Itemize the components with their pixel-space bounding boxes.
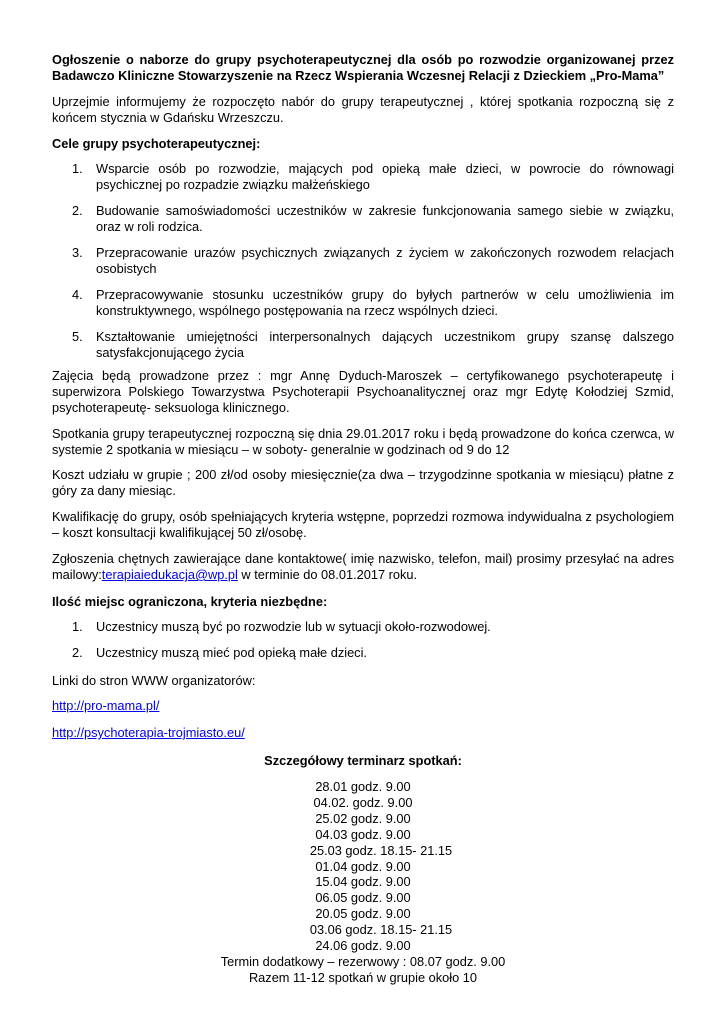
timetable-date: 25.02 godz. 9.00 [315,810,411,826]
timetable-date: 01.04 godz. 9.00 [315,858,411,874]
timetable-heading: Szczegółowy terminarz spotkań: [264,753,462,768]
list-number: 2. [72,645,83,660]
timetable-total: Razem 11-12 spotkań w grupie około 10 [248,969,478,985]
list-text: Przepracowywanie stosunku uczestników grupy do byłych partnerów w celu umożliwienia im konstruktywnego, wspólnego postępowania na rzecz wspólnych dzieci. [96,287,674,318]
email-link[interactable]: terapiaiedukacja@wp.pl [101,567,238,582]
list-number: 1. [72,161,83,176]
timetable-date: 03.06 godz. 18.15- 21.15 [309,922,453,938]
links-item [52,698,674,714]
timetable-date: 15.04 godz. 9.00 [315,874,411,890]
list-number: 5. [72,329,83,344]
list-text: Przepracowanie urazów psychicznych związanych z życiem w zakończonych rozwodem relacjach osobistych [96,245,674,276]
timetable-date: 20.05 godz. 9.00 [315,906,411,922]
list-text: Budowanie samoświadomości uczestników w zakresie funkcjonowania samego siebie w związku, oraz w roli rodzica. [96,203,674,234]
criteria-heading: Ilość miejsc ograniczona, kryteria niezbędne: [52,594,328,609]
timetable-date: 04.02. godz. 9.00 [313,794,413,810]
schedule-info-paragraph: Spotkania grupy terapeutycznej rozpoczną się dnia 29.01.2017 roku i będą prowadzone do końca czerwca, w systemie 2 spotkania w miesiącu – w soboty- generalnie w godzinach od 9 do 12 [52,426,674,457]
qualification-paragraph: Kwalifikację do grupy, osób spełniających kryteria wstępne, poprzedzi rozmowa indywidualna z psychologiem – koszt konsultacji kwalifikującej 50 zł/osobę. [52,509,674,540]
links-item [52,725,674,741]
timetable-date: 25.03 godz. 18.15- 21.15 [309,842,453,858]
application-text: Zgłoszenia chętnych zawierające dane kontaktowe( imię nazwisko, telefon, mail) prosimy przesyłać na adres mailowy: [52,551,674,582]
intro-paragraph: Uprzejmie informujemy że rozpoczęto nabór do grupy terapeutycznej , której spotkania rozpoczną się z końcem stycznia w Gdańsku Wrzeszczu. [52,94,674,125]
pro-mama-link[interactable]: http://pro-mama.pl/ [52,698,160,713]
application-paragraph [52,551,674,583]
list-text: Kształtowanie umiejętności interpersonalnych dających uczestnikom grupy szansę dalszego satysfakcjonującego życia [96,329,674,360]
facilitators-paragraph: Zajęcia będą prowadzone przez : mgr Annę Dyduch-Maroszek – certyfikowanego psychoterapeutę i superwizora Polskiego Towarzystwa Psychoterapii Psychoanalitycznej oraz mgr Edytę Kołodziej Szmid, psychoterapeutę- seksuologa klinicznego. [52,368,674,415]
list-text: Uczestnicy muszą być po rozwodzie lub w sytuacji około-rozwodowej. [96,619,491,634]
list-number: 3. [72,245,83,260]
list-text: Wsparcie osób po rozwodzie, mających pod opieką małe dzieci, w powrocie do równowagi psychicznej po rozpadzie związku małżeńskiego [96,161,674,192]
list-text: Uczestnicy muszą mieć pod opieką małe dzieci. [96,645,367,660]
list-number: 4. [72,287,83,302]
list-number: 1. [72,619,83,634]
links-label: Linki do stron WWW organizatorów: [52,673,256,688]
application-deadline: w terminie do 08.01.2017 roku. [237,567,418,582]
goals-heading: Cele grupy psychoterapeutycznej: [52,136,261,151]
list-number: 2. [72,203,83,218]
psychoterapia-link[interactable]: http://psychoterapia-trojmiasto.eu/ [52,725,245,740]
timetable-list [52,779,674,986]
timetable-reserve: Termin dodatkowy – rezerwowy : 08.07 godz. 9.00 [220,953,506,969]
cost-paragraph: Koszt udziału w grupie ; 200 zł/od osoby miesięcznie(za dwa – trzygodzinne spotkania w miesiącu) płatne z góry za dany miesiąc. [52,467,674,498]
timetable-date: 04.03 godz. 9.00 [315,826,411,842]
page-title: Ogłoszenie o naborze do grupy psychoterapeutycznej dla osób po rozwodzie organizowanej przez Badawczo Kliniczne Stowarzyszenie na Rzecz Wspierania Wczesnej Relacji z Dzieckiem „Pro-Mama” [52,52,674,83]
timetable-date: 06.05 godz. 9.00 [315,890,411,906]
timetable-date: 28.01 godz. 9.00 [315,779,411,794]
timetable-date: 24.06 godz. 9.00 [315,938,411,954]
